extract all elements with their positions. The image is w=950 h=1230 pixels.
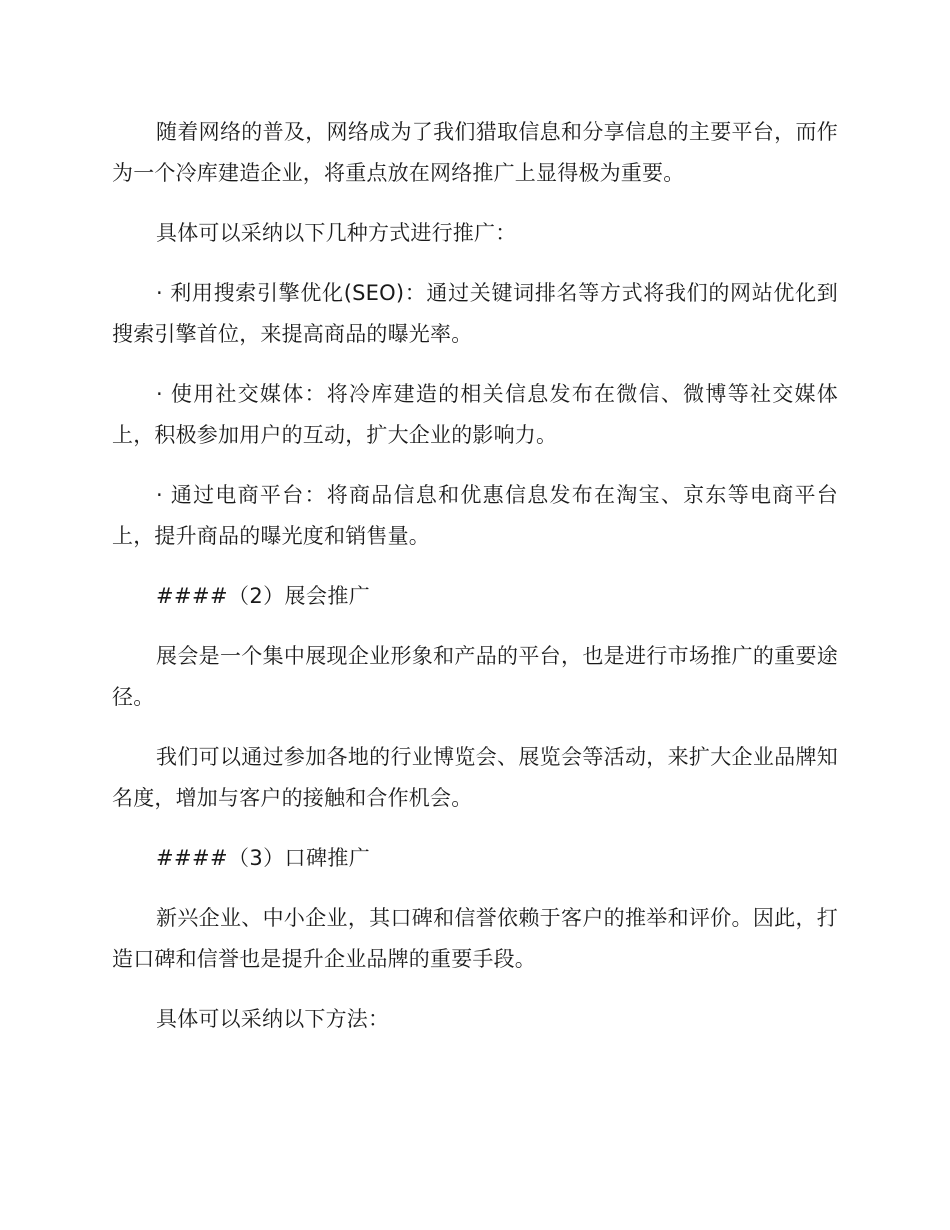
paragraph-exhibition-detail: 我们可以通过参加各地的行业博览会、展览会等活动，来扩大企业品牌知名度，增加与客户的接触和合作机会。	[112, 745, 838, 810]
bullet-seo: · 利用搜索引擎优化(SEO)：通过关键词排名等方式将我们的网站优化到搜索引擎首位，来提高商品的曝光率。	[112, 281, 838, 346]
bullet-ecommerce: · 通过电商平台：将商品信息和优惠信息发布在淘宝、京东等电商平台上，提升商品的曝光度和销售量。	[112, 483, 838, 548]
section-heading-exhibition: ####（2）展会推广	[156, 584, 371, 608]
document-body	[112, 112, 838, 1059]
paragraph-exhibition-intro: 展会是一个集中展现企业形象和产品的平台，也是进行市场推广的重要途径。	[112, 644, 838, 709]
paragraph-word-of-mouth-methods: 具体可以采纳以下方法：	[156, 1007, 390, 1031]
paragraph-word-of-mouth-intro: 新兴企业、中小企业，其口碑和信誉依赖于客户的推举和评价。因此，打造口碑和信誉也是提升企业品牌的重要手段。	[112, 906, 838, 971]
paragraph-network-intro: 随着网络的普及，网络成为了我们猎取信息和分享信息的主要平台，而作为一个冷库建造企业，将重点放在网络推广上显得极为重要。	[112, 120, 838, 185]
bullet-social-media: · 使用社交媒体：将冷库建造的相关信息发布在微信、微博等社交媒体上，积极参加用户的互动，扩大企业的影响力。	[112, 382, 838, 447]
paragraph-methods-intro: 具体可以采纳以下几种方式进行推广：	[156, 221, 517, 245]
section-heading-word-of-mouth: ####（3）口碑推广	[156, 846, 371, 870]
